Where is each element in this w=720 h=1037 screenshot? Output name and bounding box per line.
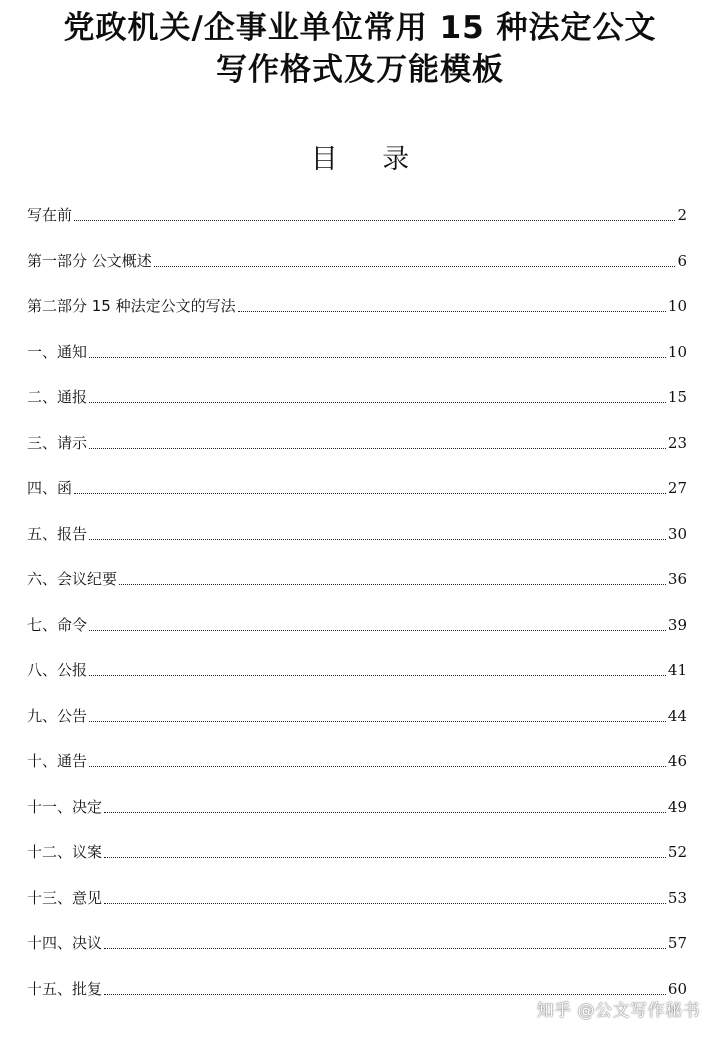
- toc-dot-leader: [104, 811, 666, 813]
- toc-dot-leader: [89, 765, 666, 767]
- toc-dot-leader: [89, 674, 666, 676]
- toc-dot-leader: [104, 993, 666, 995]
- toc-entry-label: 十一、决定: [27, 797, 103, 816]
- toc-entry[interactable]: [27, 969, 687, 999]
- toc-entry-label: 四、函: [27, 479, 73, 497]
- toc-entry-page-number: 39: [667, 615, 687, 634]
- toc-dot-leader: [89, 538, 666, 540]
- toc-entry[interactable]: [27, 787, 687, 817]
- toc-entry[interactable]: [27, 878, 687, 908]
- toc-entry[interactable]: [27, 241, 687, 271]
- toc-dot-leader: [89, 720, 666, 722]
- toc-entry-page-number: 27: [667, 479, 687, 497]
- toc-entry-label: 第一部分 公文概述: [27, 251, 152, 270]
- toc-entry-label: 十、通告: [27, 752, 88, 770]
- toc-entry-page-number: 6: [677, 251, 687, 270]
- toc-dot-leader: [74, 219, 675, 221]
- toc-entry-label: 十三、意见: [27, 888, 103, 907]
- toc-entry[interactable]: [27, 332, 687, 362]
- toc-entry[interactable]: [27, 741, 687, 771]
- toc-entry-label: 一、通知: [27, 342, 88, 361]
- toc-entry-page-number: 53: [667, 888, 687, 907]
- toc-entry-page-number: 52: [667, 843, 687, 861]
- toc-entry-label: 五、报告: [27, 524, 88, 543]
- toc-dot-leader: [154, 265, 675, 267]
- toc-entry-page-number: 2: [677, 206, 687, 224]
- toc-entry-label: 第二部分 15 种法定公文的写法: [27, 297, 236, 315]
- toc-dot-leader: [104, 902, 666, 904]
- toc-entry-label: 八、公报: [27, 661, 88, 679]
- toc-entry[interactable]: [27, 423, 687, 453]
- toc-entry[interactable]: [27, 832, 687, 862]
- toc-dot-leader: [89, 356, 666, 358]
- document-title-line-1: 党政机关/企事业单位常用 15 种法定公文: [63, 10, 657, 46]
- toc-entry-page-number: 30: [667, 524, 687, 543]
- toc-entry[interactable]: [27, 468, 687, 498]
- toc-dot-leader: [74, 492, 666, 494]
- toc-dot-leader: [104, 856, 666, 858]
- toc-entry-label: 六、会议纪要: [27, 570, 118, 588]
- toc-entry[interactable]: [27, 514, 687, 544]
- toc-entry-page-number: 23: [667, 433, 687, 452]
- toc-entry-page-number: 10: [667, 297, 687, 315]
- toc-entry-page-number: 46: [667, 752, 687, 770]
- toc-entry-page-number: 10: [667, 342, 687, 361]
- toc-entry-page-number: 15: [667, 388, 687, 406]
- toc-entry-page-number: 60: [667, 979, 687, 998]
- toc-entry-label: 十四、决议: [27, 934, 103, 952]
- toc-entry[interactable]: [27, 195, 687, 225]
- toc-entry-page-number: 49: [667, 797, 687, 816]
- toc-dot-leader: [89, 629, 666, 631]
- toc-dot-leader: [89, 447, 666, 449]
- toc-entry-label: 九、公告: [27, 706, 88, 725]
- toc-entry-label: 二、通报: [27, 388, 88, 406]
- toc-entry-page-number: 57: [667, 934, 687, 952]
- toc-entry[interactable]: [27, 377, 687, 407]
- toc-entry-page-number: 36: [667, 570, 687, 588]
- document-title-line-2: 写作格式及万能模板: [216, 52, 504, 88]
- toc-entry[interactable]: [27, 559, 687, 589]
- toc-dot-leader: [238, 310, 666, 312]
- toc-dot-leader: [104, 947, 666, 949]
- toc-heading: 目 录: [310, 144, 428, 175]
- watermark: 知乎 @公文写作秘书: [536, 1001, 700, 1021]
- toc-entry[interactable]: [27, 923, 687, 953]
- toc-dot-leader: [119, 583, 666, 585]
- toc-entry-label: 十二、议案: [27, 843, 103, 861]
- toc-dot-leader: [89, 401, 666, 403]
- toc-entry[interactable]: [27, 605, 687, 635]
- toc-entry[interactable]: [27, 696, 687, 726]
- toc-entry[interactable]: [27, 650, 687, 680]
- toc-entry-label: 十五、批复: [27, 979, 103, 998]
- toc-entry-page-number: 44: [667, 706, 687, 725]
- toc-entry[interactable]: [27, 286, 687, 316]
- toc-entry-label: 写在前: [27, 206, 73, 224]
- toc-entry-label: 七、命令: [27, 615, 88, 634]
- toc-entry-label: 三、请示: [27, 433, 88, 452]
- toc-entry-page-number: 41: [667, 661, 687, 679]
